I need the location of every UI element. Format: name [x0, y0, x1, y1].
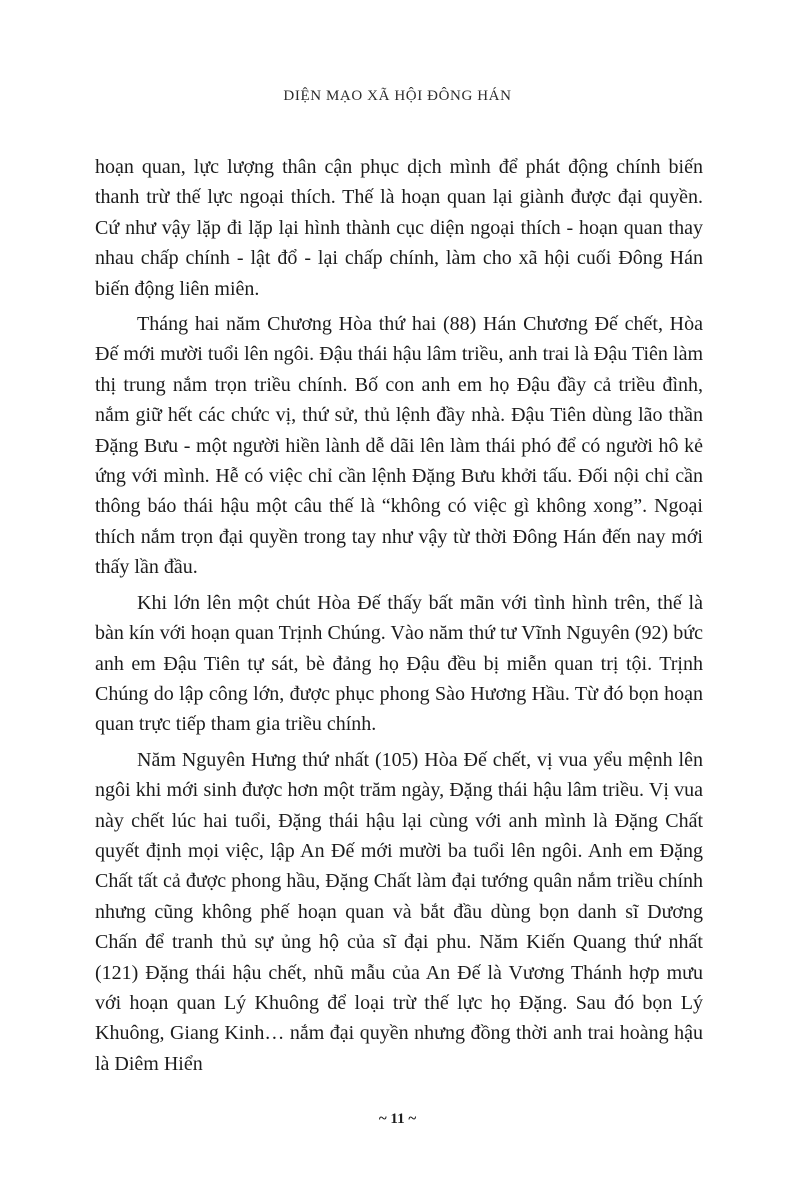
body-text: [95, 152, 703, 1084]
paragraph: Năm Nguyên Hưng thứ nhất (105) Hòa Đế chết, vị vua yểu mệnh lên ngôi khi mới sinh được hơn một trăm ngày, Đặng thái hậu lâm triều. Vị vua này chết lúc hai tuổi, Đặng thái hậu lại cùng với anh mình là Đặng Chất quyết định mọi việc, lập An Đế mới mười ba tuổi lên ngôi. Anh em Đặng Chất tất cả được phong hầu, Đặng Chất làm đại tướng quân nắm triều chính nhưng cũng không phế hoạn quan và bắt đầu dùng bọn danh sĩ Dương Chấn để tranh thủ sự ủng hộ của sĩ đại phu. Năm Kiến Quang thứ nhất (121) Đặng thái hậu chết, nhũ mẫu của An Đế là Vương Thánh hợp mưu với hoạn quan Lý Khuông để loại trừ thế lực họ Đặng. Sau đó bọn Lý Khuông, Giang Kinh… nắm đại quyền nhưng đồng thời anh trai hoàng hậu là Diêm Hiển: [95, 748, 703, 1075]
page-number: ~ 11 ~: [378, 1111, 417, 1127]
paragraph: hoạn quan, lực lượng thân cận phục dịch mình để phát động chính biến thanh trừ thế lực ngoại thích. Thế là hoạn quan lại giành được đại quyền. Cứ như vậy lặp đi lặp lại hình thành cục diện ngoại thích - hoạn quan thay nhau chấp chính - lật đổ - lại chấp chính, làm cho xã hội cuối Đông Hán biến động liên miên.: [95, 156, 703, 300]
running-head: DIỆN MẠO XÃ HỘI ĐÔNG HÁN: [283, 88, 512, 104]
paragraph: Tháng hai năm Chương Hòa thứ hai (88) Hán Chương Đế chết, Hòa Đế mới mười tuổi lên ngôi. Đậu thái hậu lâm triều, anh trai là Đậu Tiên làm thị trung nắm trọn triều chính. Bố con anh em họ Đậu đầy cả triều đình, nắm giữ hết các chức vị, thứ sử, thủ lệnh đầy nhà. Đậu Tiên dùng lão thần Đặng Bưu - một người hiền lành dễ dãi lên làm thái phó để có người hô kẻ ứng với mình. Hễ có việc chỉ cần lệnh Đặng Bưu khởi tấu. Đối nội chỉ cần thông báo thái hậu một câu thế là “không có việc gì không xong”. Ngoại thích nắm trọn đại quyền trong tay như vậy từ thời Đông Hán đến nay mới thấy lần đầu.: [95, 313, 703, 579]
paragraph: Khi lớn lên một chút Hòa Đế thấy bất mãn với tình hình trên, thế là bàn kín với hoạn quan Trịnh Chúng. Vào năm thứ tư Vĩnh Nguyên (92) bức anh em Đậu Tiên tự sát, bè đảng họ Đậu đều bị miễn quan trị tội. Trịnh Chúng do lập công lớn, được phục phong Sào Hương Hầu. Từ đó bọn hoạn quan trực tiếp tham gia triều chính.: [95, 591, 703, 736]
